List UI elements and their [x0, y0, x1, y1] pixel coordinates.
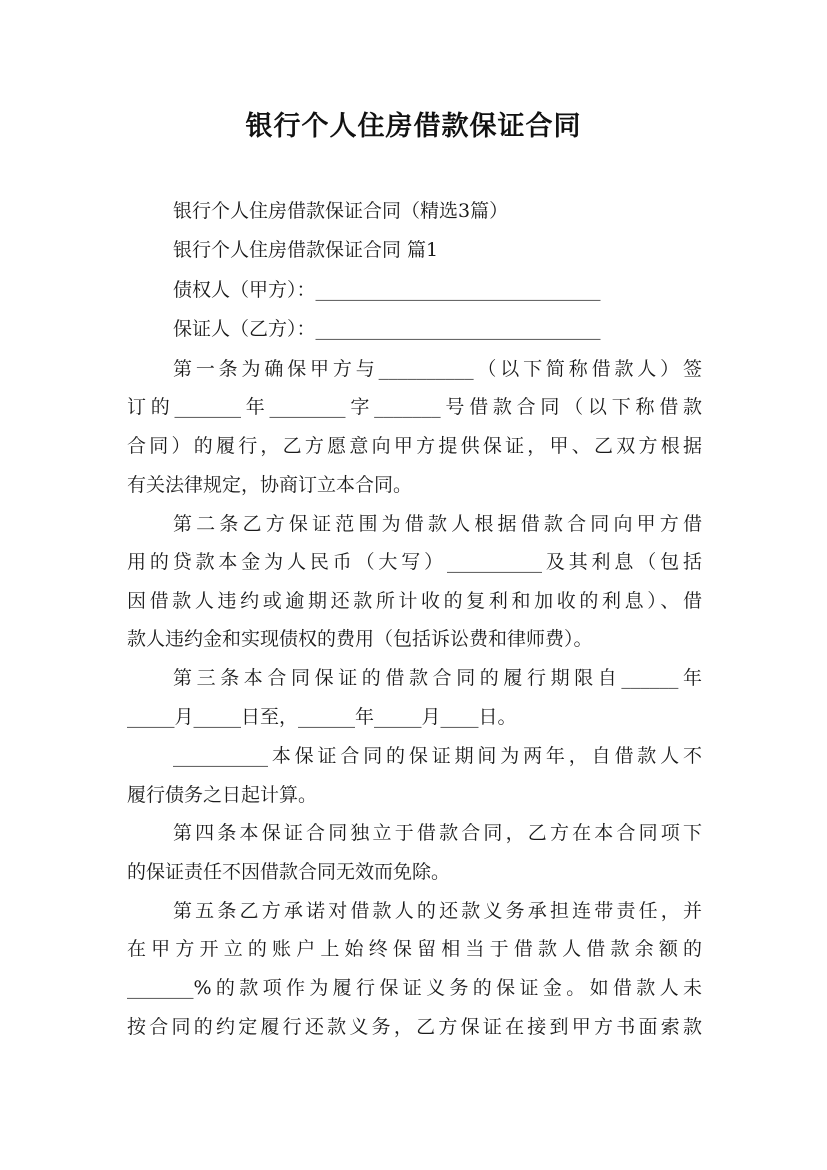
article-1-line: 有关法律规定，协商订立本合同。	[127, 474, 413, 496]
creditor-field: 债权人（甲方）：______________________________	[173, 279, 601, 301]
document-title: 银行个人住房借款保证合同	[245, 111, 582, 142]
guarantor-field: 保证人（乙方）：______________________________	[173, 318, 601, 340]
subtitle-line: 银行个人住房借款保证合同（精选3篇）	[173, 200, 509, 222]
article-2-line: 因借款人违约或逾期还款所计收的复利和加收的利息）、借	[127, 590, 702, 612]
section-heading: 银行个人住房借款保证合同 篇1	[173, 239, 439, 261]
article-1-line: 第一条为确保甲方与__________（以下简称借款人）签	[173, 358, 702, 380]
article-1-line: 订的_______年________字_______号借款合同（以下称借款	[127, 396, 702, 418]
article-5-line: 按合同的约定履行还款义务，乙方保证在接到甲方书面索款	[127, 1016, 702, 1038]
article-2-line: 第二条乙方保证范围为借款人根据借款合同向甲方借	[173, 513, 702, 535]
article-4-line: 的保证责任不因借款合同无效而免除。	[127, 861, 451, 883]
article-2-line: 用的贷款本金为人民币（大写）__________及其利息（包括	[127, 551, 702, 573]
article-5-line: _______%的款项作为履行保证义务的保证金。如借款人未	[127, 977, 702, 999]
guarantee-period-line: 履行债务之日起计算。	[127, 784, 318, 806]
article-2-line: 款人违约金和实现债权的费用（包括诉讼费和律师费）。	[127, 628, 593, 650]
article-5-line: 第五条乙方承诺对借款人的还款义务承担连带责任，并	[173, 900, 702, 922]
article-4-line: 第四条本保证合同独立于借款合同，乙方在本合同项下	[173, 822, 702, 844]
article-1-line: 合同）的履行，乙方愿意向甲方提供保证，甲、乙双方根据	[127, 435, 702, 457]
article-3-line: _____月_____日至，______年_____月____日。	[127, 706, 517, 728]
guarantee-period-line: __________本保证合同的保证期间为两年，自借款人不	[173, 745, 702, 767]
article-3-line: 第三条本合同保证的借款合同的履行期限自______年	[173, 667, 702, 689]
article-5-line: 在甲方开立的账户上始终保留相当于借款人借款余额的	[127, 938, 702, 960]
